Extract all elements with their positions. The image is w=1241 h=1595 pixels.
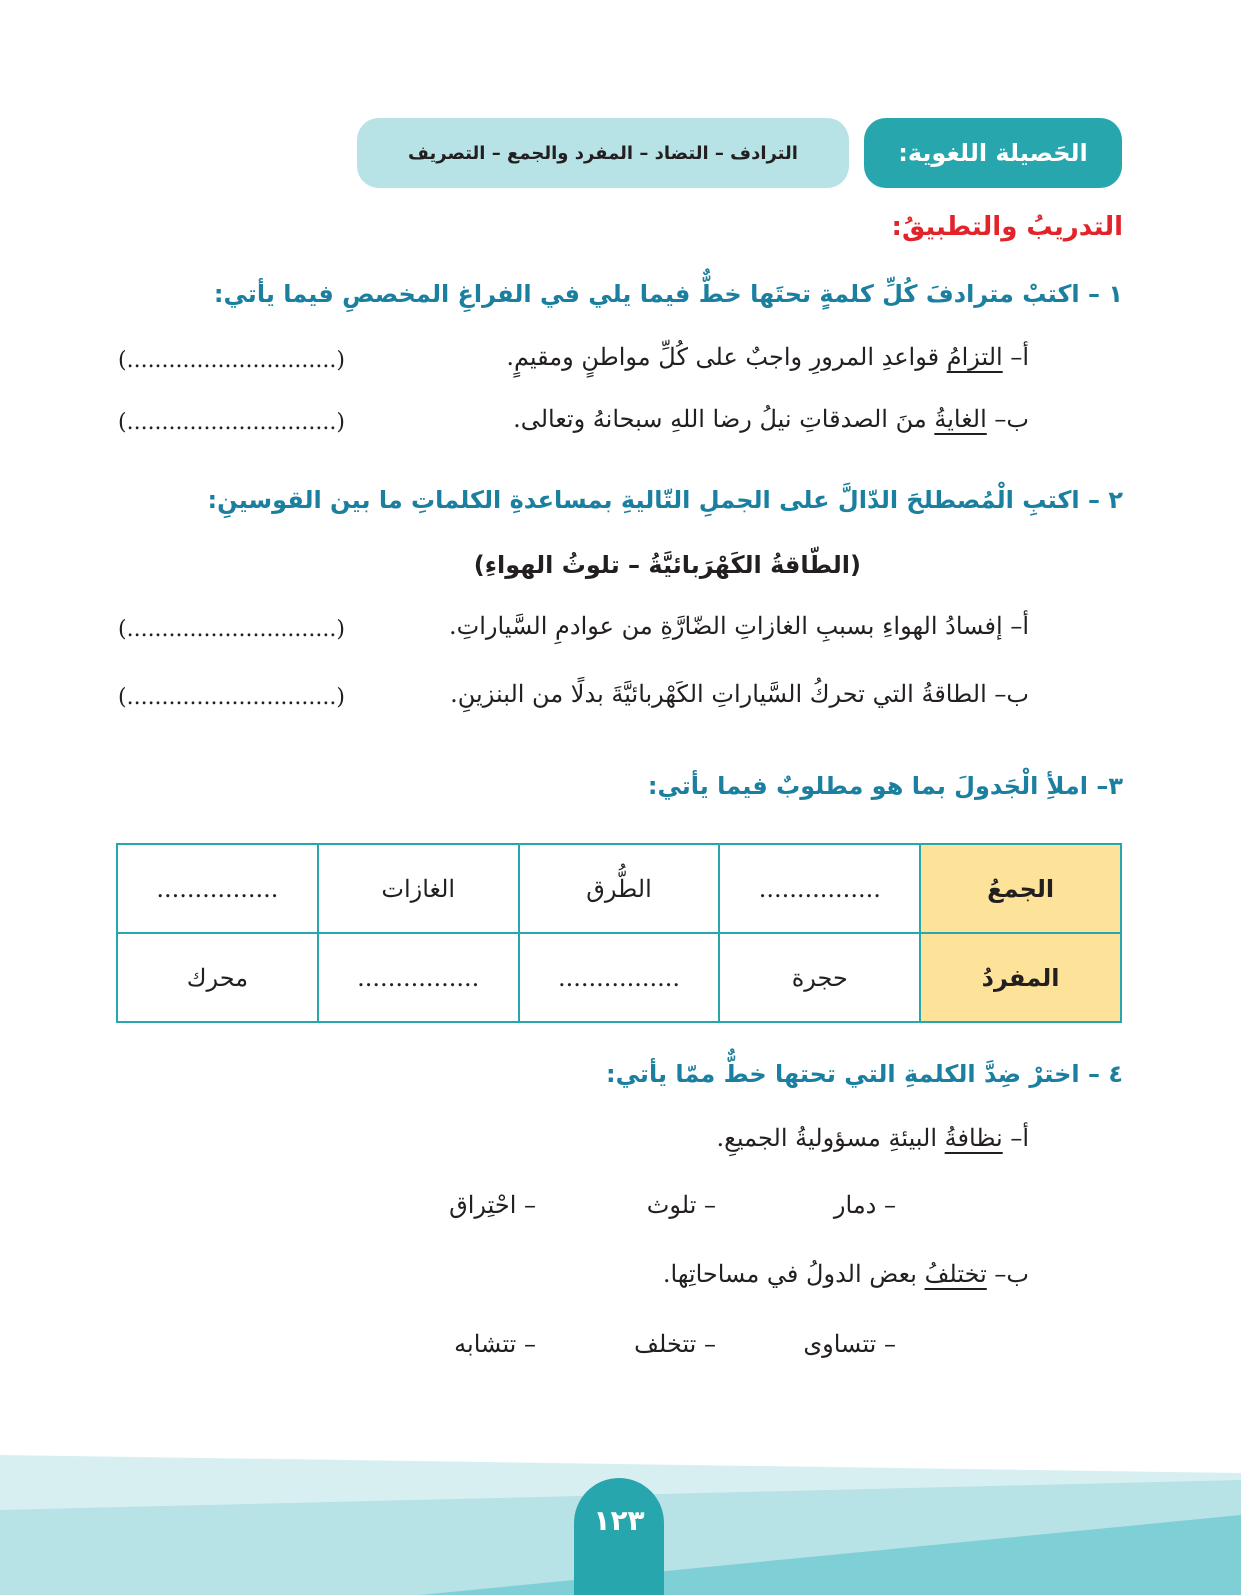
q4-a-option-1[interactable]: – دمار [833,1191,896,1219]
q1-item-a-rest: قواعدِ المرورِ واجبٌ على كُلِّ مواطنٍ ومقيمٍ. [506,343,947,371]
q2-heading: ٢ – اكتبِ الْمُصطلحَ الدّالَّ على الجملِ التّاليةِ بمساعدةِ الكلماتِ ما بين القوسينِ: [207,486,1123,514]
table-cell: حجرة [719,933,920,1022]
q3-heading: ٣– املأِ الْجَدولَ بما هو مطلوبٌ فيما يأتي: [647,772,1123,800]
q3-table [116,843,1122,1023]
topics-list: الترادف – التضاد – المفرد والجمع – التصريف [357,118,849,188]
q4-heading: ٤ – اخترْ ضِدَّ الكلمةِ التي تحتها خطٌّ ممّا يأتي: [606,1060,1123,1088]
q4-item-b-prefix: ب– [986,1260,1029,1288]
q1-item-b-underlined: الغايةُ [934,405,987,433]
table-cell[interactable]: ................ [719,844,920,933]
table-row-header-plural: الجمعُ [920,844,1121,933]
table-cell: الغازات [318,844,519,933]
q4-b-option-1[interactable]: – تتساوى [803,1330,896,1358]
q4-b-option-2[interactable]: – تتخلف [634,1330,716,1358]
table-row [117,933,1121,1022]
q4-item-a-underlined: نظافةُ [944,1124,1003,1152]
q4-item-b-underlined: تختلفُ [924,1260,987,1288]
q1-answer-b[interactable]: (..............................) [118,410,345,435]
q4-item-a-prefix: أ– [1002,1124,1029,1152]
q1-answer-a[interactable]: (..............................) [118,348,345,373]
q4-item-a [717,1124,1029,1152]
table-cell[interactable]: ................ [519,933,720,1022]
q4-item-a-rest: البيئةِ مسؤوليةُ الجميعِ. [716,1124,945,1152]
q1-item-a-prefix: أ– [1002,343,1029,371]
table-cell[interactable]: ................ [117,844,318,933]
lesson-header [357,118,1122,188]
q2-item-a: أ– إفسادُ الهواءِ بسببِ الغازاتِ الضّارَّةِ من عوادمِ السَّياراتِ. [448,612,1029,640]
q4-a-option-3[interactable]: – احْتِراق [449,1191,536,1219]
table-row [117,844,1121,933]
q4-b-option-3[interactable]: – تتشابه [454,1330,536,1358]
q1-item-b-prefix: ب– [986,405,1029,433]
table-row-header-singular: المفردُ [920,933,1121,1022]
q2-answer-b[interactable]: (..............................) [118,685,345,710]
q1-item-b-rest: منَ الصدقاتِ نيلُ رضا اللهِ سبحانهُ وتعالى. [513,405,935,433]
table-cell: الطُّرق [519,844,720,933]
section-title: التدريبُ والتطبيقُ: [891,212,1123,242]
q2-word-bank: (الطّاقةُ الكَهْرَبائيَّةُ – تلوثُ الهواءِ) [473,551,861,579]
q4-item-b [663,1260,1029,1288]
q1-item-b [513,405,1029,433]
q4-item-b-rest: بعض الدولُ في مساحاتِها. [662,1260,925,1288]
table-cell: محرك [117,933,318,1022]
q2-item-b: ب– الطاقةُ التي تحركُ السَّياراتِ الكَهْربائيَّةَ بدلًا من البنزينِ. [450,680,1029,708]
q2-answer-a[interactable]: (..............................) [118,617,345,642]
q1-item-a-underlined: التزامُ [946,343,1003,371]
q4-a-option-2[interactable]: – تلوث [646,1191,716,1219]
table-cell[interactable]: ................ [318,933,519,1022]
page-number: ١٢٣ [574,1478,664,1595]
q1-item-a [506,343,1029,371]
q1-heading: ١ – اكتبْ مترادفَ كُلِّ كلمةٍ تحتَها خطٌّ فيما يلي في الفراغِ المخصصِ فيما يأتي: [213,280,1123,308]
topic-label: الحَصيلة اللغوية: [864,118,1122,188]
